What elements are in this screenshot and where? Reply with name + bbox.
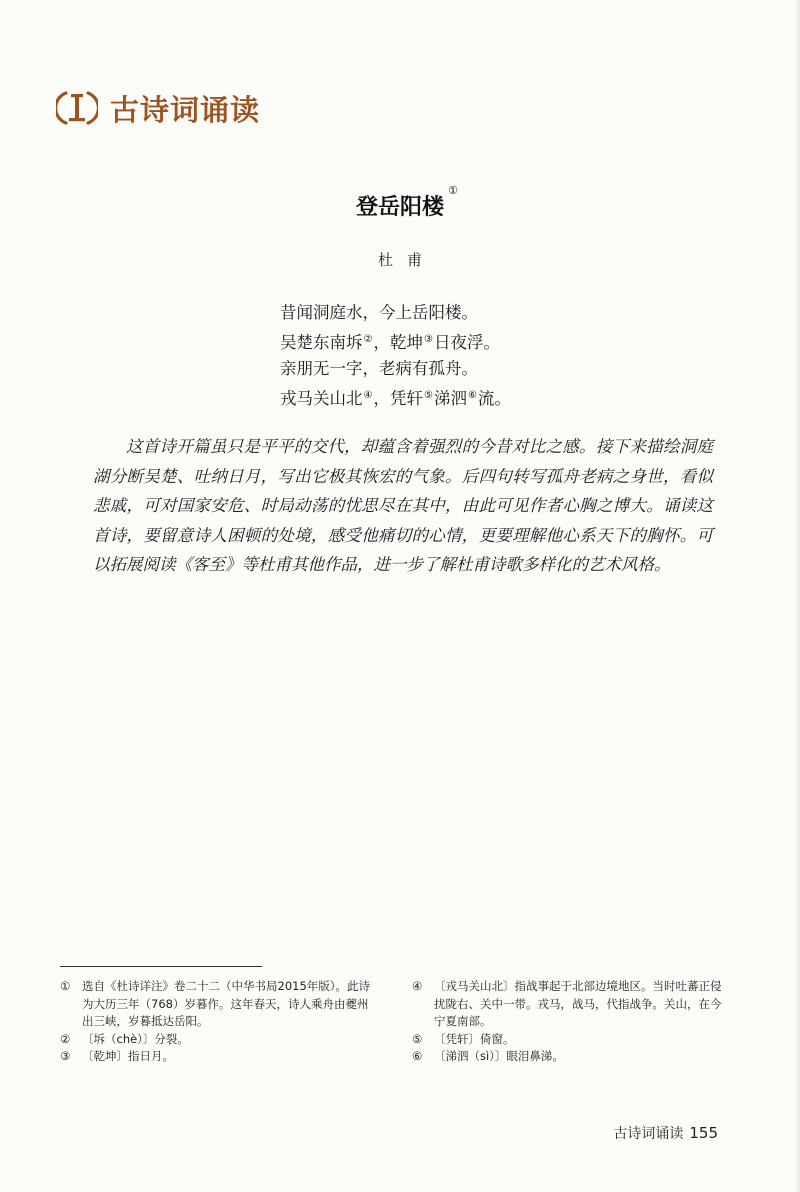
footnote-divider [60,966,262,967]
footnote-mark: ② [363,333,373,345]
footnote-item [60,1048,370,1066]
footnotes-right-column [412,978,728,1066]
poem-line-1 [280,300,511,327]
footnote-text: 〔戎马关山北〕指战事起于北部边境地区。当时吐蕃正侵扰陇右、关中一带。戎马，战马，代指战争。关山，在今宁夏南部。 [434,979,722,1028]
poem-body [280,300,511,412]
section-roman-one-icon [56,87,98,129]
footnote-text: 〔乾坤〕指日月。 [82,1049,174,1063]
poem-title-footnote-mark: ① [448,184,458,197]
footnote-number: ⑤ [412,1031,423,1046]
footnote-mark: ③ [423,333,433,345]
poem-line-text: 亲朋无一字，老病有孤舟。 [280,359,478,378]
footnote-mark: ⑥ [467,389,477,401]
footnote-item [412,1031,728,1049]
footnote-number: ⑥ [412,1049,423,1063]
footnote-mark: ④ [363,389,373,401]
footnote-text: 〔凭轩〕倚窗。 [434,1031,515,1046]
poem-line-3 [280,356,511,383]
poem-title-text: 登岳阳楼 [355,194,444,220]
section-header [56,84,260,132]
section-title: 古诗词诵读 [110,92,261,127]
poem-line-text: 戎马关山北 [280,388,363,408]
poem-line-text: 昔闻洞庭水，今上岳阳楼。 [280,303,478,322]
footnote-item [60,1031,370,1049]
footnote-text: 〔涕泗（sì）〕眼泪鼻涕。 [434,1049,564,1063]
page-number: 155 [689,1124,718,1142]
footnote-item [60,978,370,1031]
footnote-item [412,978,728,1031]
footnote-number: ④ [412,979,423,993]
poem-line-text: ，凭轩 [373,388,423,408]
footnote-text: 选自《杜诗详注》卷二十二（中华书局2015年版）。此诗为大历三年（768）岁暮作。这年春天，诗人乘舟由夔州出三峡，岁暮抵达岳阳。 [82,979,371,1028]
footnote-number: ② [60,1031,71,1046]
footer-section-label: 古诗词诵读 [613,1126,684,1142]
poem-author: 杜甫 [377,251,436,269]
page-edge [794,0,800,1192]
poem-line-text: 流。 [477,388,511,408]
footnotes-left-column [60,978,370,1066]
poem-title [355,184,458,221]
footnote-item [412,1048,728,1066]
poem-line-2 [280,327,511,357]
poem-line-text: 涕泗 [433,388,467,408]
poem-line-text: ，乾坤 [373,332,423,352]
poem-title-wrap [0,184,800,221]
poem-line-text: 日夜浮。 [433,332,500,352]
page-footer [613,1123,718,1143]
footnote-number: ③ [60,1049,71,1063]
poem-line-4 [280,383,511,413]
footnote-text: 〔坼（chè）〕分裂。 [82,1031,189,1046]
footnote-mark: ⑤ [423,389,433,401]
poem-line-text: 吴楚东南坼 [280,332,363,352]
footnote-number: ① [60,979,71,993]
commentary-paragraph: 这首诗开篇虽只是平平的交代，却蕴含着强烈的今昔对比之感。接下来描绘洞庭湖分断吴楚、吐纳日月，写出它极其恢宏的气象。后四句转写孤舟老病之身世，看似悲戚，可对国家安危、时局动荡的忧思尽在其中，由此可见作者心胸之博大。诵读这首诗，要留意诗人困顿的处境，感受他痛切的心情，更要理解他心系天下的胸怀。可以拓展阅读《客至》等杜甫其他作品，进一步了解杜甫诗歌多样化的艺术风格。 [93,437,713,575]
